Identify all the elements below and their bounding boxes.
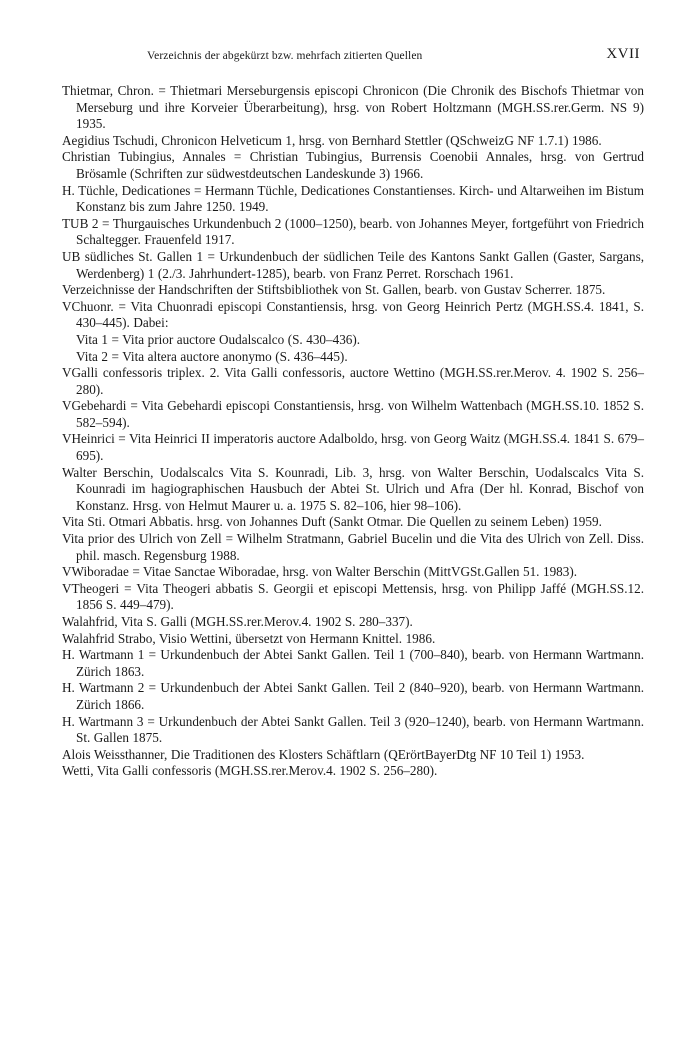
running-title: Verzeichnis der abgekürzt bzw. mehrfach zitierten Quellen <box>147 50 423 62</box>
bibliography-entry: Thietmar, Chron. = Thietmari Merseburgensis episcopi Chronicon (Die Chronik des Bischofs Thietmar von Merseburg und ihre Korveier Überarbeitung), hrsg. von Robert Holtzmann (MGH.SS.rer.Germ. NS 9) 1935. <box>62 83 644 132</box>
bibliography-entry: Wetti, Vita Galli confessoris (MGH.SS.rer.Merov.4. 1902 S. 256–280). <box>62 763 438 779</box>
bibliography-entry: Aegidius Tschudi, Chronicon Helveticum 1, hrsg. von Bernhard Stettler (QSchweizG NF 1.7.1) 1986. <box>62 132 602 148</box>
bibliography-entry: Alois Weissthanner, Die Traditionen des Klosters Schäftlarn (QErörtBayerDtg NF 10 Teil 1) 1953. <box>62 746 585 762</box>
bibliography-entry: H. Wartmann 1 = Urkundenbuch der Abtei Sankt Gallen. Teil 1 (700–840), bearb. von Hermann Wartmann. Zürich 1863. <box>62 647 644 679</box>
running-head <box>62 46 640 66</box>
bibliography-sub-entry: Vita 2 = Vita altera auctore anonymo (S. 436–445). <box>76 348 348 364</box>
bibliography-entry: Walahfrid, Vita S. Galli (MGH.SS.rer.Merov.4. 1902 S. 280–337). <box>62 614 413 629</box>
bibliography-sub-entry: Vita 1 = Vita prior auctore Oudalscalco (S. 430–436). <box>76 331 361 347</box>
bibliography-entry: VTheogeri = Vita Theogeri abbatis S. Georgii et episcopi Mettensis, hrsg. von Philipp Jaffé (MGH.SS.12. 1856 S. 449–479). <box>62 580 644 613</box>
bibliography-entry: VGebehardi = Vita Gebehardi episcopi Constantiensis, hrsg. von Wilhelm Wattenbach (MGH.SS.10. 1852 S. 582–594). <box>62 398 644 430</box>
bibliography-entry: VWiboradae = Vitae Sanctae Wiboradae, hrsg. von Walter Berschin (MittVGSt.Gallen 51. 1983). <box>62 564 578 580</box>
bibliography-entry: TUB 2 = Thurgauisches Urkundenbuch 2 (1000–1250), bearb. von Johannes Meyer, fortgeführt von Friedrich Schaltegger. Frauenfeld 1917. <box>62 215 644 248</box>
bibliography-entry: H. Wartmann 3 = Urkundenbuch der Abtei Sankt Gallen. Teil 3 (920–1240), bearb. von Hermann Wartmann. St. Gallen 1875. <box>62 713 644 746</box>
bibliography-entry: VChuonr. = Vita Chuonradi episcopi Constantiensis, hrsg. von Georg Heinrich Pertz (MGH.SS.4. 1841, S. 430–445). Dabei: <box>62 298 644 331</box>
page-number: XVII <box>606 46 640 62</box>
bibliography-entry: Vita prior des Ulrich von Zell = Wilhelm Stratmann, Gabriel Bucelin und die Vita des Ulrich von Zell. Diss. phil. masch. Regensburg 1988. <box>62 531 644 563</box>
bibliography-entry: UB südliches St. Gallen 1 = Urkundenbuch der südlichen Teile des Kantons Sankt Gallen (Gaster, Sargans, Werdenberg) 1 (2./3. Jahrhundert-1285), bearb. von Franz Perret. Rorschach 1961. <box>62 248 644 281</box>
bibliography-entry: Vita Sti. Otmari Abbatis. hrsg. von Johannes Duft (Sankt Otmar. Die Quellen zu seinem Leben) 1959. <box>62 514 602 530</box>
bibliography-entry: Verzeichnisse der Handschriften der Stiftsbibliothek von St. Gallen, bearb. von Gustav Scherrer. 1875. <box>62 282 606 298</box>
bibliography-entry: VGalli confessoris triplex. 2. Vita Galli confessoris, auctore Wettino (MGH.SS.rer.Merov. 4. 1902 S. 256–280). <box>62 365 644 397</box>
bibliography-entry: H. Wartmann 2 = Urkundenbuch der Abtei Sankt Gallen. Teil 2 (840–920), bearb. von Hermann Wartmann. Zürich 1866. <box>62 680 644 712</box>
bibliography-entry: H. Tüchle, Dedicationes = Hermann Tüchle, Dedicationes Constantienses. Kirch- und Altarweihen im Bistum Konstanz bis zum Jahre 1250. 1949. <box>62 182 644 215</box>
bibliography-entry: Christian Tubingius, Annales = Christian Tubingius, Burrensis Coenobii Annales, hrsg. von Gertrud Brösamle (Schriften zur südwestdeutschen Landeskunde 3) 1966. <box>62 149 644 181</box>
bibliography-list <box>62 83 644 780</box>
bibliography-entry: VHeinrici = Vita Heinrici II imperatoris auctore Adalboldo, hrsg. von Georg Waitz (MGH.SS.4. 1841 S. 679–695). <box>62 431 644 464</box>
bibliography-entry: Walahfrid Strabo, Visio Wettini, übersetzt von Hermann Knittel. 1986. <box>62 630 436 646</box>
bibliography-entry: Walter Berschin, Uodalscalcs Vita S. Kounradi, Lib. 3, hrsg. von Walter Berschin, Uodalscalcs Vita S. Kounradi im hagiographischen Hausbuch der Abtei St. Ulrich und Afra (Der hl. Konrad, Bischof von Konstanz. Hrsg. von Helmut Maurer u. a. 1975 S. 82–106, hier 98–106). <box>62 464 644 513</box>
